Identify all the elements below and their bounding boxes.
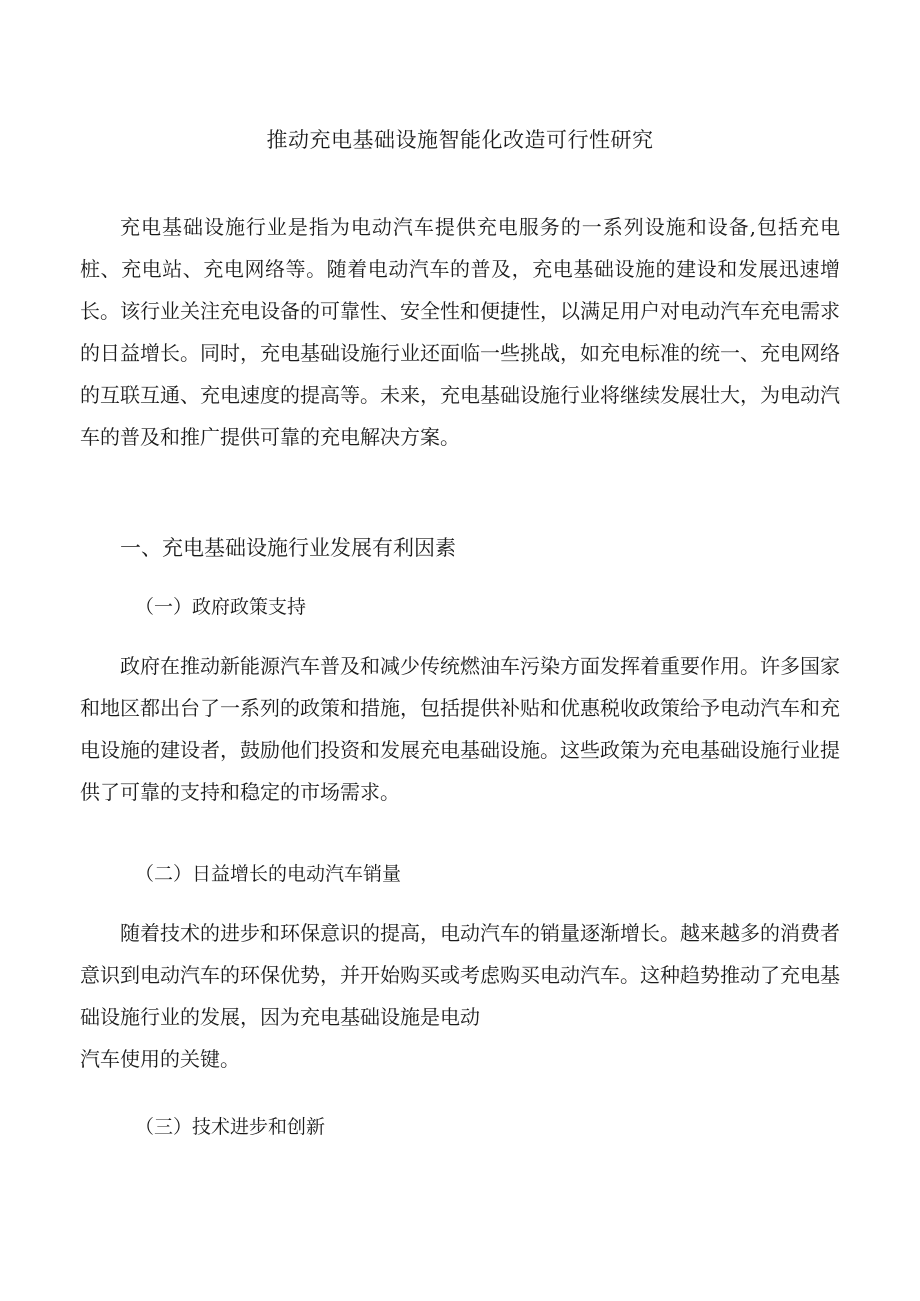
- intro-paragraph: 充电基础设施行业是指为电动汽车提供充电服务的一系列设施和设备,包括充电桩、充电站、充电网络等。随着电动汽车的普及，充电基础设施的建设和发展迅速增长。该行业关注充电设备的可靠性、安全性和便捷性，以满足用户对电动汽车充电需求的日益增长。同时，充电基础设施行业还面临一些挑战，如充电标准的统一、充电网络的互联互通、充电速度的提高等。未来，充电基础设施行业将继续发展壮大，为电动汽车的普及和推广提供可靠的充电解决方案。: [80, 215, 840, 449]
- subsection-heading-2: （二）日益增长的电动汽车销量: [135, 863, 402, 885]
- subsection-2-paragraph: [80, 912, 840, 1080]
- subsection-2-paragraph-main: 随着技术的进步和环保意识的提高，电动汽车的销量逐渐增长。越来越多的消费者意识到电动汽车的环保优势，并开始购买或考虑购买电动汽车。这种趋势推动了充电基础设施行业的发展，因为充电基础设施是电动: [80, 921, 840, 1029]
- document-title: 推动充电基础设施智能化改造可行性研究: [266, 128, 654, 152]
- subsection-heading-1: （一）政府政策支持: [135, 596, 307, 618]
- subsection-2-paragraph-tail: 汽车使用的关键。: [80, 1047, 240, 1071]
- section-heading-1: 一、充电基础设施行业发展有利因素: [120, 536, 456, 560]
- subsection-heading-3: （三）技术进步和创新: [135, 1116, 326, 1138]
- subsection-1-paragraph: 政府在推动新能源汽车普及和减少传统燃油车污染方面发挥着重要作用。许多国家和地区都出台了一系列的政策和措施，包括提供补贴和优惠税收政策给予电动汽车和充电设施的建设者，鼓励他们投资和发展充电基础设施。这些政策为充电基础设施行业提供了可靠的支持和稳定的市场需求。: [80, 654, 840, 804]
